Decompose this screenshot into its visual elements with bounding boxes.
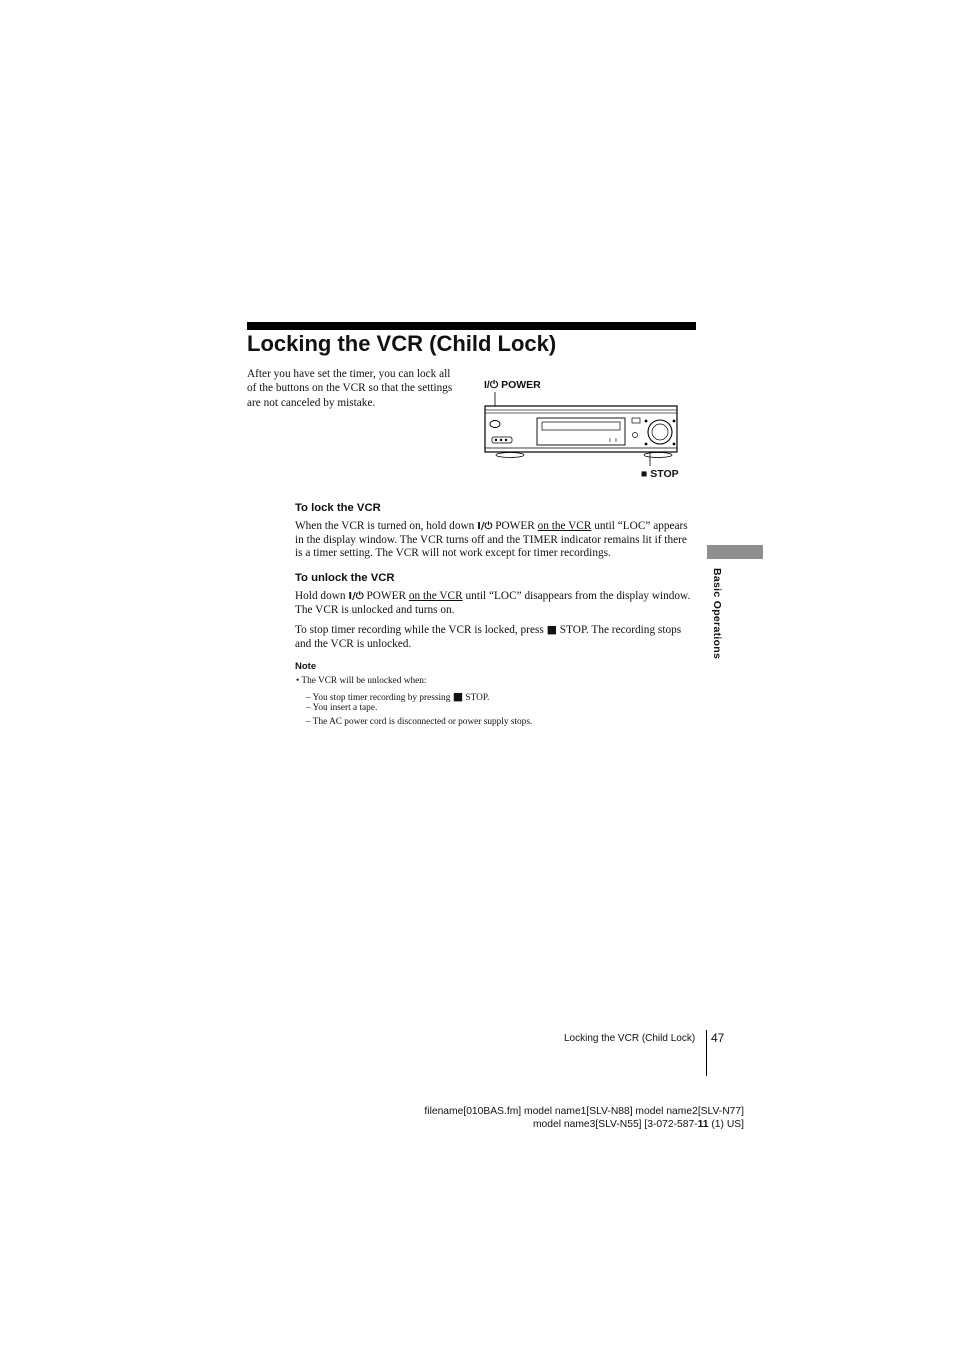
- note-item: [306, 690, 489, 703]
- unlock-vcr-heading: To unlock the VCR: [295, 572, 395, 584]
- footer-section-title: Locking the VCR (Child Lock): [564, 1033, 696, 1044]
- note-heading: Note: [295, 661, 317, 672]
- vcr-foot-right: [644, 453, 672, 458]
- filename-line-1: filename[010BAS.fm] model name1[SLV-N88] model name2[SLV-N77]: [424, 1106, 744, 1117]
- stop-timer-paragraph: [295, 623, 697, 651]
- stop-text-1: To stop timer recording while the VCR is locked, press: [295, 624, 547, 636]
- stop-text-2: STOP. The recording stops and the VCR is unlocked.: [295, 624, 682, 650]
- stop-square-icon: ■: [452, 690, 464, 703]
- side-section-label: Basic Operations: [711, 568, 723, 660]
- lock-text-2: POWER: [492, 520, 538, 532]
- cassette-flap: [542, 422, 620, 430]
- intro-paragraph: After you have set the timer, you can lock all of the buttons on the VCR so that the settings are not canceled by mistake.: [247, 368, 453, 409]
- title-rule: [247, 322, 696, 330]
- unlock-text-3: until “LOC” disappears from the display window. The VCR is unlocked and turns on.: [295, 590, 691, 616]
- unlock-text-1: Hold down: [295, 590, 349, 602]
- filename-text-a: model name3[SLV-N55] [3-072-587-: [532, 1119, 698, 1130]
- note-item: – You insert a tape.: [306, 703, 378, 713]
- unlock-underlined-text: on the VCR: [408, 590, 463, 602]
- vcr-foot-left: [496, 453, 524, 458]
- unlock-text-2: POWER: [363, 590, 409, 602]
- page-number: 47: [711, 1031, 725, 1045]
- filename-text-bold: 11: [697, 1119, 709, 1130]
- display-window: [632, 418, 640, 423]
- section-tab-marker: [707, 545, 763, 559]
- note-item-end: STOP.: [463, 693, 490, 703]
- power-button-icon: [490, 421, 500, 428]
- note-bullet: • The VCR will be unlocked when:: [296, 676, 427, 686]
- filename-line-2: [533, 1119, 744, 1130]
- lock-text-3: until “LOC” appears in the display window. The VCR turns off and the TIMER indicator remains lit if there is a timer setting. The VCR will not work except for timer recordings.: [295, 520, 688, 559]
- power-label-text: POWER: [501, 379, 541, 391]
- footer-divider: [706, 1030, 707, 1076]
- unlock-vcr-paragraph: [295, 590, 697, 617]
- lock-text-1: When the VCR is turned on, hold down: [295, 520, 478, 532]
- lock-underlined-text: on the VCR: [537, 520, 592, 532]
- power-symbol-icon: I/⏻: [348, 591, 364, 602]
- note-item-text: – You stop timer recording by pressing: [306, 693, 453, 703]
- vcr-front-panel-diagram: [480, 388, 690, 474]
- lock-vcr-heading: To lock the VCR: [295, 502, 381, 514]
- lock-vcr-paragraph: [295, 520, 697, 561]
- stop-button-icon: [633, 433, 638, 438]
- page-title: Locking the VCR (Child Lock): [247, 331, 557, 356]
- stop-square-icon: ■: [546, 623, 557, 636]
- stop-label-text: STOP: [650, 468, 679, 480]
- power-symbol-icon: I/⏻: [484, 379, 499, 391]
- stop-square-icon: ■: [641, 468, 648, 480]
- power-symbol-icon: I/⏻: [477, 521, 493, 532]
- filename-text-b: (1) US]: [708, 1119, 744, 1130]
- note-item: – The AC power cord is disconnected or power supply stops.: [306, 717, 533, 727]
